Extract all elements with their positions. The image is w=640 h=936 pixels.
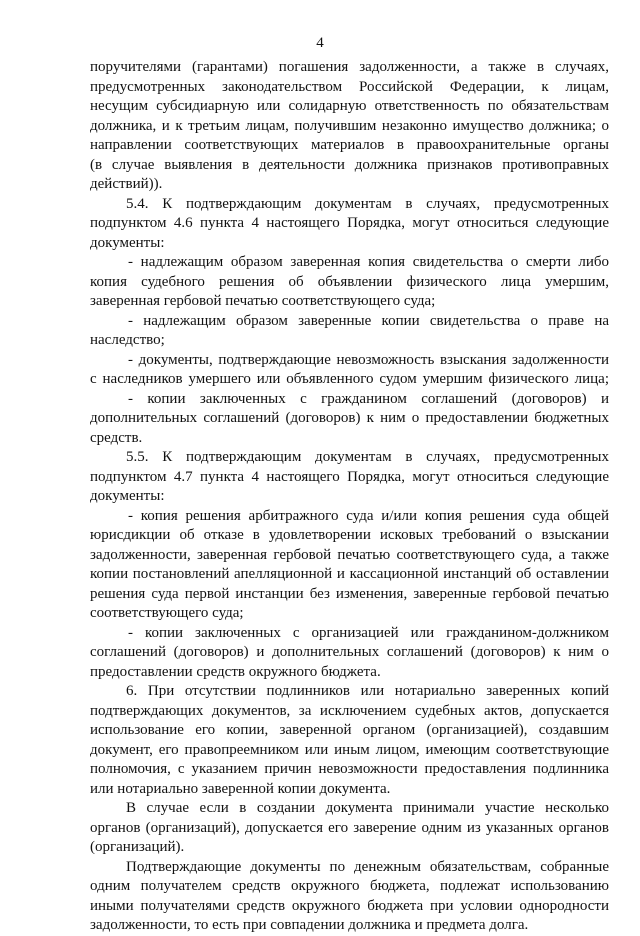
text-line: копия судебного решения об объявлении физического лица умершим, — [90, 273, 609, 290]
text-line: 5.4. К подтверждающим документам в случаях, предусмотренных — [126, 195, 609, 212]
text-line: - надлежащим образом заверенная копия свидетельства о смерти либо — [128, 254, 609, 270]
text-line: одним получателем средств окружного бюджета, подлежат использованию — [90, 878, 609, 894]
text-line: подпунктом 4.6 пункта 4 настоящего Порядка, могут относиться следующие — [90, 215, 609, 231]
page-number: 4 — [316, 35, 324, 51]
text-line: предусмотренных законодательством Российской Федерации, к лицам, — [90, 78, 609, 95]
text-line: 6. При отсутствии подлинников или нотариально заверенных копий — [126, 683, 609, 699]
text-line: дополнительных соглашений (договоров) к ним о предоставлении бюджетных — [90, 410, 609, 426]
text-line: направлении соответствующих материалов в правоохранительные органы — [90, 137, 609, 153]
text-line: средств. — [90, 429, 143, 446]
text-line: задолженности, заверенная гербовой печатью соответствующего суда, а также — [90, 546, 609, 563]
text-line: - копии заключенных с гражданином соглашений (договоров) и — [128, 390, 609, 407]
text-line: (в случае выявления в деятельности должника признаков противоправных — [90, 156, 609, 173]
text-line: решения суда первой инстанции без изменения, заверенные гербовой печатью — [90, 585, 609, 602]
text-line: соглашений (договоров) и дополнительных соглашений (договоров) к ним о — [90, 644, 609, 660]
text-line: документы: — [90, 488, 165, 504]
text-line: подпунктом 4.7 пункта 4 настоящего Порядка, могут относиться следующие — [90, 468, 609, 485]
text-line: (организаций). — [90, 839, 185, 855]
text-line: поручителями (гарантами) погашения задолженности, а также в случаях, — [90, 59, 609, 75]
text-line: - надлежащим образом заверенные копии свидетельства о праве на — [128, 312, 609, 329]
text-line: соответствующего суда; — [90, 605, 244, 621]
text-line: должника, и к третьим лицам, получившим незаконно имущество должника; о — [90, 117, 609, 134]
text-line: 5.5. К подтверждающим документам в случаях, предусмотренных — [126, 449, 609, 465]
text-line: предоставлении средств окружного бюджета. — [90, 663, 381, 680]
text-line: органов (организаций), допускается его заверение одним из указанных органов — [90, 819, 609, 836]
text-line: действий)). — [90, 176, 163, 192]
text-line: заверенная гербовой печатью соответствующего суда; — [90, 293, 436, 309]
text-line: В случае если в создании документа принимали участие несколько — [126, 800, 609, 816]
text-line: иными получателями средств окружного бюджета при условии однородности — [90, 897, 609, 914]
text-line: использование его копии, заверенной органом (организацией), создавшим — [90, 722, 609, 738]
text-line: с наследников умершего или объявленного судом умершим физического лица; — [90, 371, 609, 387]
text-line: наследство; — [90, 332, 165, 348]
text-line: задолженности, то есть при совпадении должника и предмета долга. — [90, 917, 529, 933]
text-line: - копия решения арбитражного суда и/или копия решения суда общей — [128, 507, 609, 524]
text-line: юрисдикции об отказе в удовлетворении исковых требований о взыскании — [90, 527, 609, 543]
document-body — [90, 58, 609, 936]
text-line: или нотариально заверенной копии документа. — [90, 780, 391, 797]
text-line: Подтверждающие документы по денежным обязательствам, собранные — [126, 858, 609, 875]
text-line: полномочия, с указанием причин невозможности предоставления подлинника — [90, 761, 609, 777]
text-line: несущим субсидиарную или солидарную ответственность по обязательствам — [90, 98, 609, 114]
text-line: документы: — [90, 234, 165, 251]
text-line: подтверждающих документов, за исключением судебных актов, допускается — [90, 702, 609, 719]
text-line: - копии заключенных с организацией или гражданином-должником — [128, 624, 609, 641]
text-line: копии постановлений апелляционной и кассационной инстанций об оставлении — [90, 566, 609, 582]
text-line: документ, его правопреемником или иным лицом, имеющим соответствующие — [90, 741, 609, 758]
text-line: - документы, подтверждающие невозможность взыскания задолженности — [128, 351, 609, 368]
